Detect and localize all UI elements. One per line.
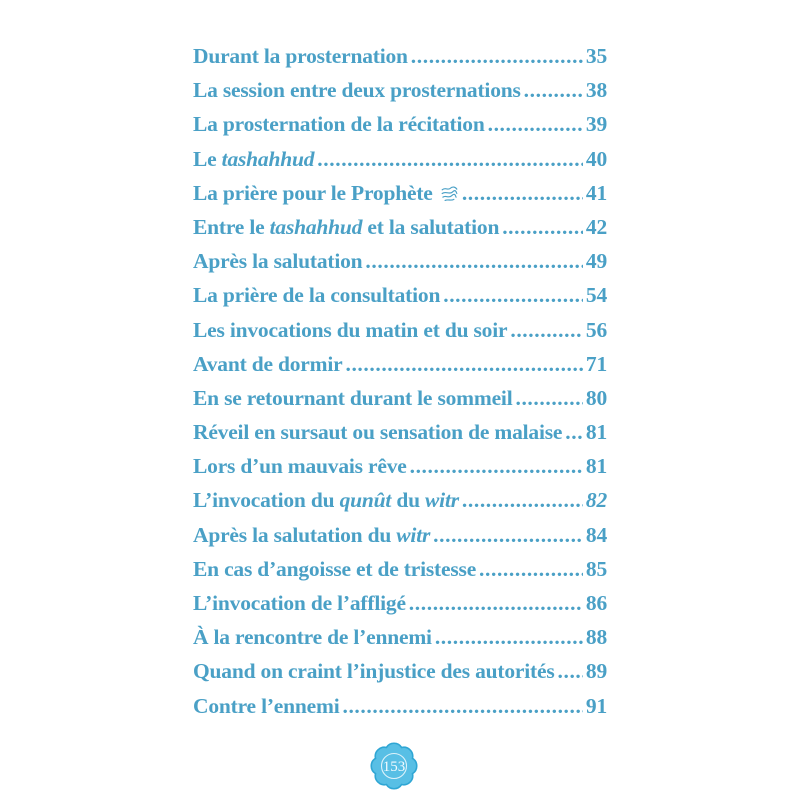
page-number-badge (368, 740, 420, 792)
toc-row (193, 557, 607, 591)
toc-entry-label: Après la salutation (193, 249, 363, 274)
toc-row (193, 420, 607, 454)
toc-entry-label: L’invocation du qunût du witr (193, 488, 459, 513)
toc-entry-label: La prière pour le Prophète (193, 181, 459, 206)
toc-leader-dots (433, 523, 583, 548)
toc-leader-dots (565, 420, 583, 445)
toc-page-number: 71 (585, 351, 607, 376)
toc-row (193, 44, 607, 78)
toc-row (193, 454, 607, 488)
toc-page-number: 35 (585, 44, 607, 68)
toc-page-number: 39 (585, 112, 607, 137)
toc-page-number: 81 (585, 454, 607, 479)
toc-leader-dots (462, 488, 583, 513)
toc-entry-label: En cas d’angoisse et de tristesse (193, 556, 477, 581)
toc-leader-dots (515, 386, 582, 411)
toc-row (193, 694, 607, 728)
toc-page-number: 85 (585, 556, 607, 581)
toc-leader-dots (488, 112, 583, 137)
toc-leader-dots (479, 557, 583, 582)
toc-entry-label: Lors d’un mauvais rêve (193, 454, 407, 479)
toc-entry-label: Le tashahhud (193, 146, 315, 171)
toc-entry-label: La prière de la consultation (193, 283, 441, 308)
toc-entry-label: Contre l’ennemi (193, 693, 340, 718)
toc-leader-dots (411, 44, 583, 69)
toc-entry-label: Les invocations du matin et du soir (193, 317, 508, 342)
toc-leader-dots (502, 215, 583, 240)
toc-leader-dots (524, 78, 583, 103)
toc-page-number: 54 (585, 283, 607, 308)
toc-leader-dots (342, 694, 582, 719)
toc-row (193, 215, 607, 249)
toc-page-number: 91 (585, 693, 607, 718)
toc-page-number: 56 (585, 317, 607, 342)
toc-row (193, 659, 607, 693)
toc-row (193, 283, 607, 317)
toc-leader-dots (462, 181, 583, 206)
toc-page-number: 42 (585, 214, 607, 239)
toc-leader-dots (435, 625, 583, 650)
toc-entry-label: À la rencontre de l’ennemi (193, 625, 432, 650)
toc-row (193, 591, 607, 625)
toc-row (193, 488, 607, 522)
toc-row (193, 112, 607, 146)
toc-entry-label: Avant de dormir (193, 351, 343, 376)
toc-entry-label: Durant la prosternation (193, 44, 408, 68)
toc-row (193, 147, 607, 181)
toc-row (193, 249, 607, 283)
prophet-honorific-icon (440, 184, 459, 203)
toc-leader-dots (345, 352, 582, 377)
toc-page-number: 38 (585, 78, 607, 103)
toc-page-number: 84 (585, 522, 607, 547)
toc-row (193, 78, 607, 112)
toc-page-number: 41 (585, 180, 607, 205)
toc-row (193, 352, 607, 386)
toc-entry-label: Réveil en sursaut ou sensation de malaise (193, 420, 563, 445)
toc-entry-label: L’invocation de l’affligé (193, 591, 406, 615)
toc-entry-label: La session entre deux prosternations (193, 78, 521, 103)
toc-row (193, 625, 607, 659)
toc-leader-dots (443, 283, 583, 308)
toc-page-number: 49 (585, 249, 607, 274)
toc-leader-dots (365, 249, 582, 274)
toc-page-number: 82 (585, 488, 607, 513)
toc-row (193, 181, 607, 215)
toc-page-number: 81 (585, 420, 607, 445)
toc-leader-dots (510, 318, 583, 343)
toc-entry-label: Entre le tashahhud et la salutation (193, 214, 500, 239)
toc-entry-label: Après la salutation du witr (193, 522, 431, 547)
toc-row (193, 318, 607, 352)
toc-entry-label: En se retournant durant le sommeil (193, 385, 513, 410)
toc-page-number: 89 (585, 659, 607, 684)
toc-page-number: 80 (585, 385, 607, 410)
toc-leader-dots (317, 147, 583, 172)
toc-entry-label: La prosternation de la récitation (193, 112, 485, 137)
toc-row (193, 386, 607, 420)
toc-row (193, 523, 607, 557)
toc-entry-label: Quand on craint l’injustice des autorités (193, 659, 555, 684)
toc-page-number: 88 (585, 625, 607, 650)
page-number: 153 (382, 759, 406, 775)
toc-page-number: 86 (585, 591, 607, 615)
toc-leader-dots (410, 454, 583, 479)
toc-page-number: 40 (585, 146, 607, 171)
toc-leader-dots (558, 659, 583, 684)
toc-list (193, 44, 607, 728)
toc-leader-dots (409, 591, 583, 616)
